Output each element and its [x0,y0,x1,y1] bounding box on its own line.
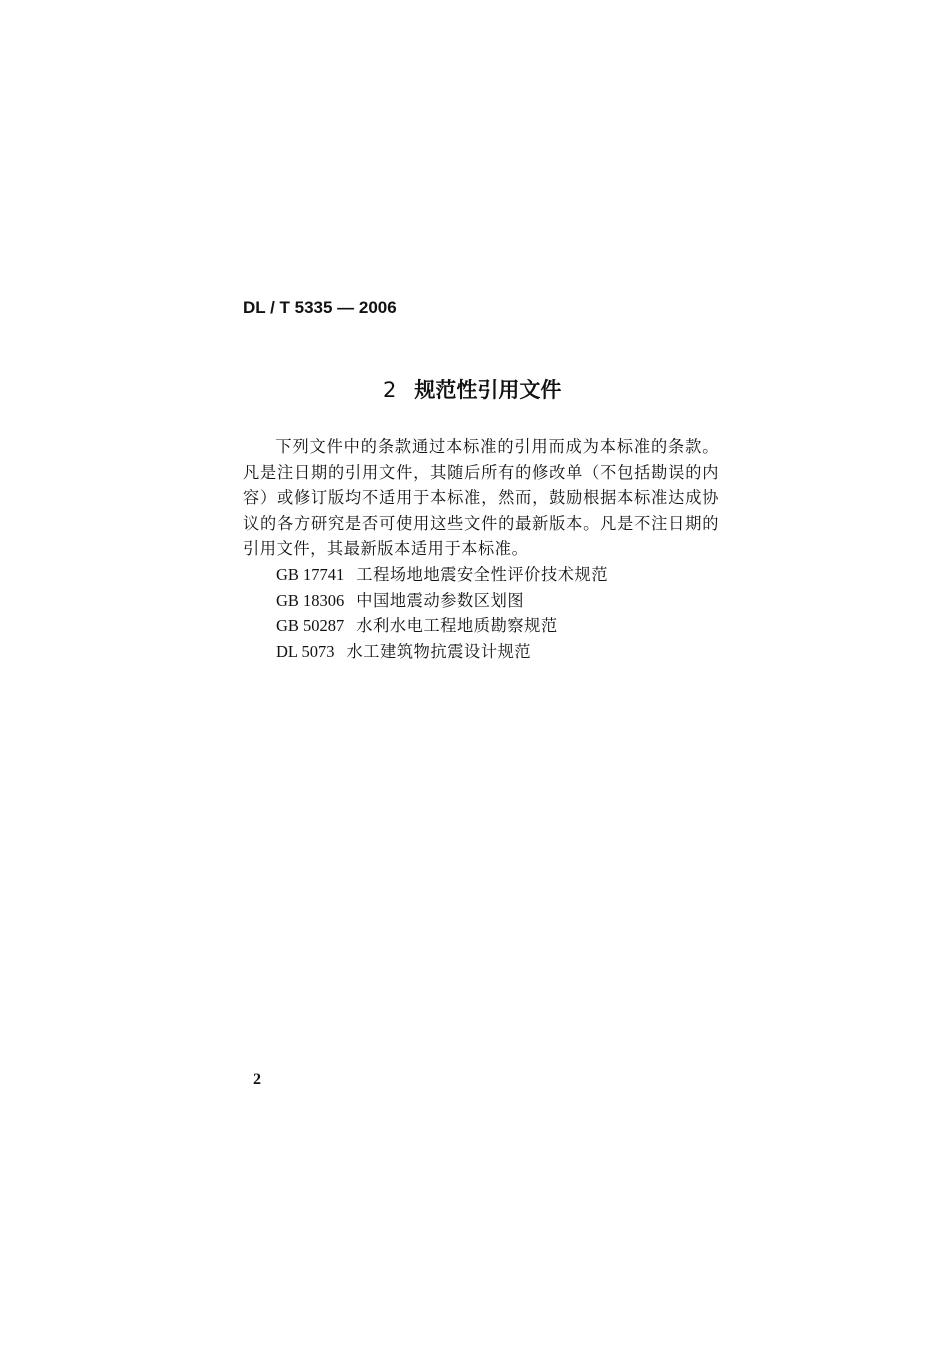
section-heading [383,374,561,404]
reference-title: 中国地震动参数区划图 [356,590,525,610]
document-id: DL / T 5335 — 2006 [243,298,397,317]
reference-item [276,639,608,665]
page-number: 2 [253,1071,261,1088]
reference-code: GB 17741 [276,565,345,584]
body-paragraph: 下列文件中的条款通过本标准的引用而成为本标准的条款。凡是注日期的引用文件，其随后所有的修改单（不包括勘误的内容）或修订版均不适用于本标准，然而，鼓励根据本标准达成协议的各方研究是否可使用这些文件的最新版本。凡是不注日期的引用文件，其最新版本适用于本标准。 [243,437,719,558]
reference-item [276,613,608,639]
reference-code: DL 5073 [276,641,335,661]
reference-title: 工程场地地震安全性评价技术规范 [356,565,609,584]
section-number: 2 [383,378,397,402]
reference-item [276,588,608,614]
section-title: 规范性引用文件 [414,378,562,402]
reference-item [276,562,608,588]
reference-code: GB 50287 [276,616,345,635]
reference-title: 水工建筑物抗震设计规范 [346,641,532,661]
reference-title: 水利水电工程地质勘察规范 [356,616,558,635]
reference-list [276,562,608,664]
reference-code: GB 18306 [276,590,345,610]
